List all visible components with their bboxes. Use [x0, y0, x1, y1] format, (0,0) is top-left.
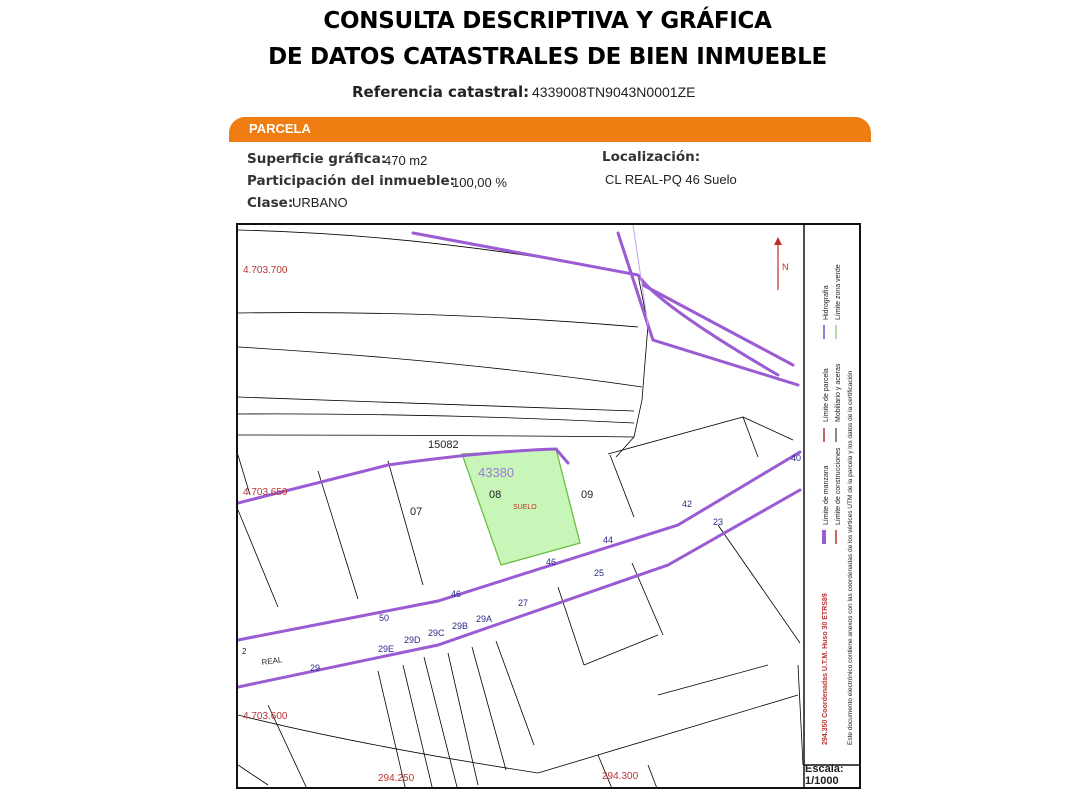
cadastral-reference-value: 4339008TN9043N0001ZE: [532, 84, 696, 100]
scale-label: Escala:: [805, 763, 844, 775]
street-number-29e: 29E: [378, 644, 395, 654]
street-number-42: 42: [682, 499, 693, 509]
legend-manzana-label: Límite de manzana: [823, 465, 830, 525]
suelo-label: SUELO: [513, 504, 537, 511]
street-number-44: 44: [603, 535, 614, 545]
scale-box: [805, 763, 861, 787]
legend-zona-verde-label: Límite zona verde: [835, 264, 842, 320]
street-number-40: 40: [791, 453, 802, 463]
parcel-08-label: 08: [489, 489, 502, 501]
location-value: CL REAL-PQ 46 Suelo: [605, 172, 737, 187]
street-number-29c: 29C: [428, 628, 445, 638]
street-left-number: 2: [242, 647, 247, 656]
class-label: Clase:: [247, 195, 294, 211]
neighbor-block-label: 15082: [428, 439, 459, 451]
surface-value: 470 m2: [384, 153, 428, 168]
street-number-25: 25: [594, 568, 605, 578]
surface-label: Superficie gráfica:: [247, 151, 387, 167]
street-number-23: 23: [713, 517, 724, 527]
coord-x-294300: 294.300: [602, 771, 639, 782]
street-number-46b: 46: [546, 557, 557, 567]
street-number-29b: 29B: [452, 621, 469, 631]
street-name-label: REAL: [261, 655, 283, 667]
utm-note: 294.350 Coordenadas U.T.M. Huso 30 ETRS89: [822, 593, 829, 745]
street-number-46a: 46: [451, 589, 462, 599]
street-number-50: 50: [379, 613, 390, 623]
legend-manzana-swatch: [822, 530, 826, 544]
legend-parcela-label: Límite de parcela: [823, 368, 830, 422]
north-arrow: [774, 237, 789, 290]
participation-label: Participación del inmueble:: [247, 173, 456, 189]
participation-value: 100,00 %: [452, 175, 507, 190]
document-title-line-1: CONSULTA DESCRIPTIVA Y GRÁFICA: [323, 8, 772, 34]
document-note: Este documento electrónico contiene anexos con las coordenadas de los vértices UTM de la parcela y los datos de la certificación: [847, 370, 854, 745]
class-value: URBANO: [292, 195, 348, 210]
section-title: PARCELA: [249, 121, 311, 136]
section-header-parcela: [229, 117, 871, 142]
street-number-29a: 29A: [476, 614, 493, 624]
location-label: Localización:: [602, 149, 701, 165]
parcel-09-label: 09: [581, 489, 594, 501]
document-title-line-2: DE DATOS CATASTRALES DE BIEN INMUEBLE: [268, 44, 827, 70]
block-id-label: 43380: [478, 465, 515, 480]
coord-y-4703650: 4.703.650: [243, 487, 288, 498]
coord-y-4703600: 4.703.600: [243, 711, 288, 722]
legend-hidrografia-label: Hidrografía: [823, 285, 830, 320]
parcel-07-label: 07: [410, 506, 423, 518]
street-number-29d: 29D: [404, 635, 421, 645]
cadastral-map: [236, 223, 861, 789]
legend-mobiliario-label: Mobiliario y aceras: [835, 363, 842, 422]
cadastral-reference-label: Referencia catastral:: [352, 83, 530, 101]
north-icon: N: [782, 262, 789, 272]
legend: [822, 264, 854, 745]
street-number-29: 29: [310, 663, 321, 673]
legend-construcciones-label: Límite de construcciones: [835, 447, 842, 525]
coord-x-294250: 294.250: [378, 773, 415, 784]
street-number-27: 27: [518, 598, 529, 608]
parcel-boundaries-upper: [238, 230, 793, 457]
coord-y-4703700: 4.703.700: [243, 265, 288, 276]
scale-value: 1/1000: [805, 775, 839, 787]
map-drawing: [238, 225, 861, 789]
